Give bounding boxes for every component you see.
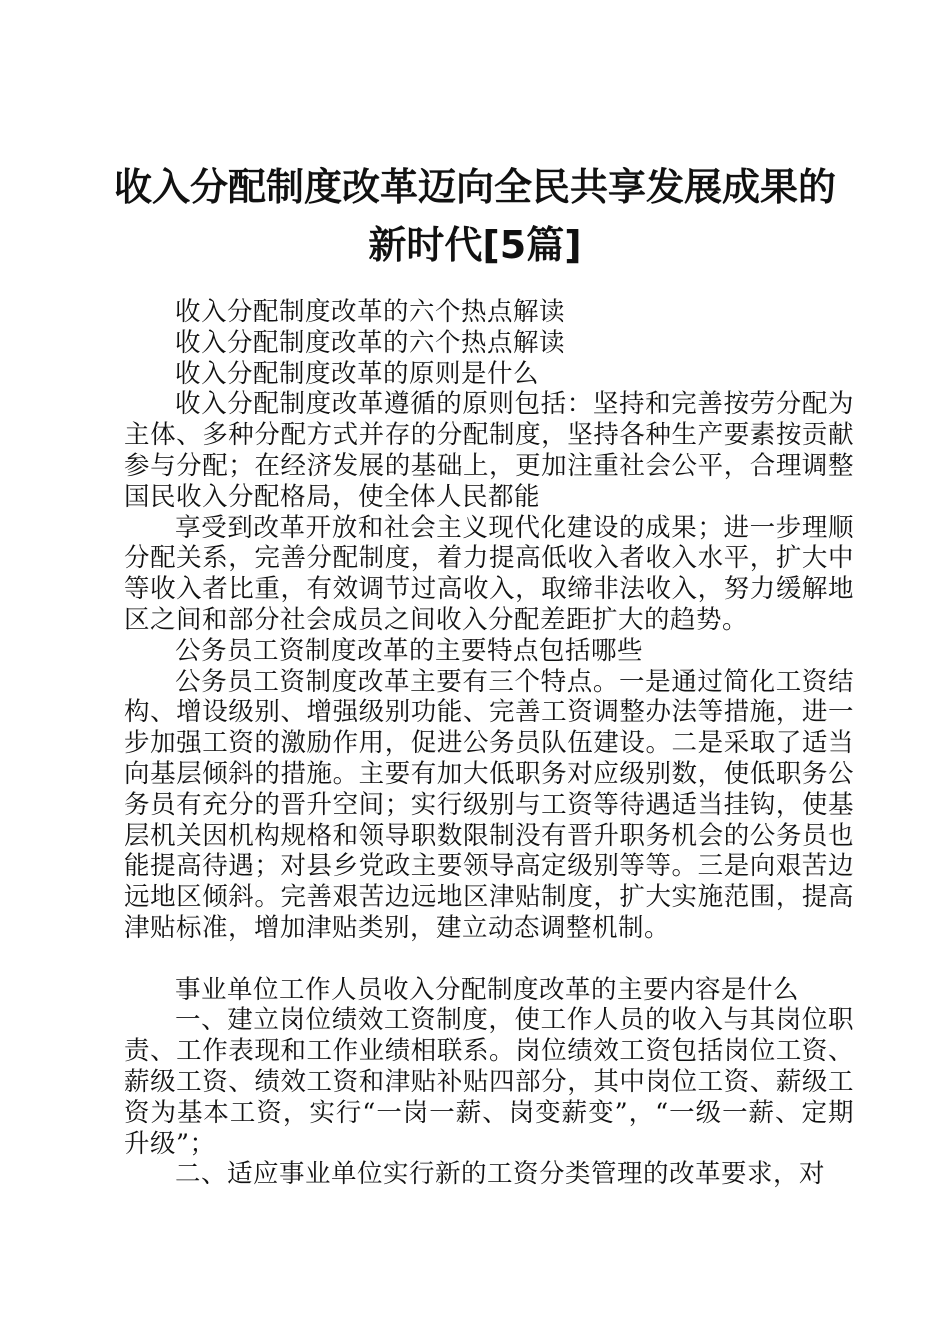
paragraph-civil-servant-features: 公务员工资制度改革主要有三个特点。一是通过简化工资结构、增设级别、增强级别功能、完善工资调整办法等措施，进一步加强工资的激励作用，促进公务员队伍建设。二是采取了适当向基层倾斜的措施。主要有加大低职务对应级别数，使低职务公务员有充分的晋升空间；实行级别与工资等待遇适当挂钩，使基层机关因机构规格和领导职数限制没有晋升职务机会的公务员也能提高待遇；对县乡党政主要领导高定级别等等。三是向艰苦边远地区倾斜。完善艰苦边远地区津贴制度，扩大实施范围，提高津贴标准，增加津贴类别，建立动态调整机制。 (124, 666, 854, 943)
heading-principles: 收入分配制度改革的原则是什么 (175, 358, 540, 389)
paragraph-spacer (124, 944, 854, 975)
paragraph-institution-item-1: 一、建立岗位绩效工资制度，使工作人员的收入与其岗位职责、工作表现和工作业绩相联系。岗位绩效工资包括岗位工资、薪级工资、绩效工资和津贴补贴四部分，其中岗位工资、薪级工资为基本工资，实行“一岗一薪、岗变薪变”，“一级一薪、定期升级”； (124, 1005, 854, 1159)
heading-hotspots: 收入分配制度改革的六个热点解读 (175, 297, 566, 327)
heading-civil-servant-features: 公务员工资制度改革的主要特点包括哪些 (175, 635, 644, 666)
paragraph-principles: 收入分配制度改革遵循的原则包括：坚持和完善按劳分配为主体、多种分配方式并存的分配制度，坚持各种生产要素按贡献参与分配；在经济发展的基础上，更加注重社会公平，合理调整国民收入分配格局，使全体人民都能 (124, 389, 854, 512)
heading-institution-reform: 事业单位工作人员收入分配制度改革的主要内容是什么 (175, 974, 800, 1005)
heading-hotspots-repeat: 收入分配制度改革的六个热点解读 (175, 327, 566, 358)
document-title: 收入分配制度改革迈向全民共享发展成果的新时代[5篇] (113, 165, 836, 267)
paragraph-institution-item-2: 二、适应事业单位实行新的工资分类管理的改革要求，对 (175, 1159, 826, 1190)
document-body (124, 297, 854, 1190)
paragraph-principles-continued: 享受到改革开放和社会主义现代化建设的成果；进一步理顺分配关系，完善分配制度，着力提高低收入者收入水平，扩大中等收入者比重，有效调节过高收入，取缔非法收入，努力缓解地区之间和部分社会成员之间收入分配差距扩大的趋势。 (124, 512, 854, 635)
